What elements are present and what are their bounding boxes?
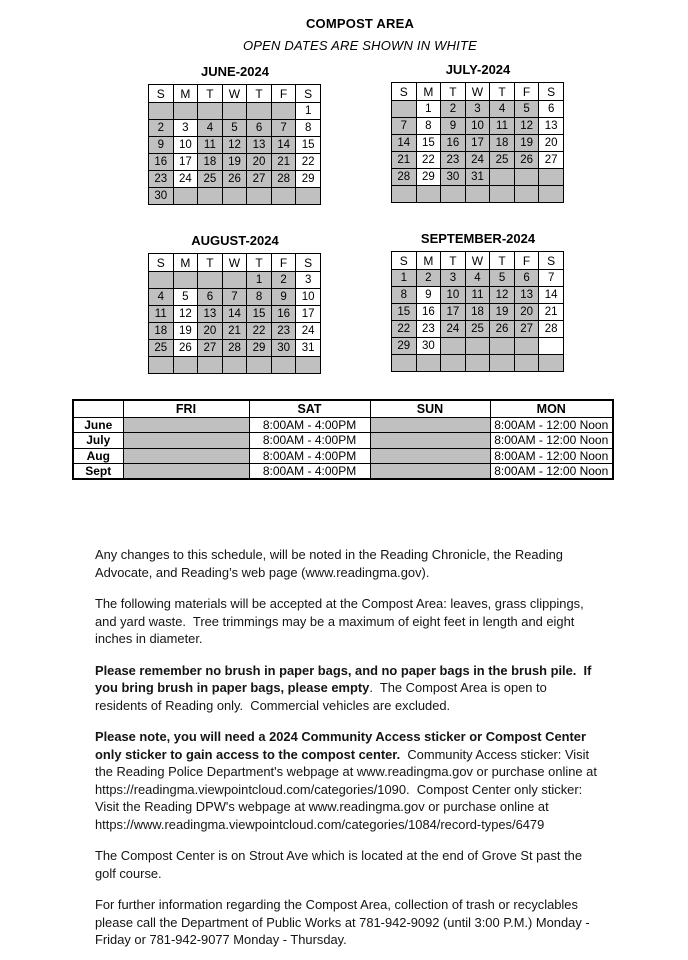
empty-day-cell xyxy=(296,357,321,374)
hours-corner-cell xyxy=(73,400,123,417)
closed-day-cell: 11 xyxy=(198,137,223,154)
day-of-week-header: T xyxy=(490,83,515,101)
open-hours-cell: 8:00AM - 12:00 Noon xyxy=(490,433,613,449)
closed-day-cell: 17 xyxy=(465,135,490,152)
empty-day-cell xyxy=(247,357,272,374)
closed-day-cell: 11 xyxy=(465,287,490,304)
calendar-week-row xyxy=(392,152,564,169)
closed-day-cell: 12 xyxy=(222,137,247,154)
closed-day-cell: 11 xyxy=(149,306,174,323)
closed-day-cell: 25 xyxy=(490,152,515,169)
day-of-week-header: W xyxy=(222,85,247,103)
hours-month-row xyxy=(73,464,613,480)
closed-day-cell: 31 xyxy=(465,169,490,186)
closed-day-cell: 12 xyxy=(514,118,539,135)
note-paragraph xyxy=(95,546,600,581)
hours-month-label: July xyxy=(73,433,123,449)
calendar-week-row xyxy=(149,289,321,306)
calendar-week-row xyxy=(392,169,564,186)
day-of-week-header: S xyxy=(392,252,417,270)
open-hours-cell: 8:00AM - 4:00PM xyxy=(249,433,370,449)
hours-day-header: SAT xyxy=(249,400,370,417)
closed-day-cell: 20 xyxy=(514,304,539,321)
calendar-week-row xyxy=(149,357,321,374)
empty-day-cell xyxy=(173,103,198,120)
closed-day-cell: 29 xyxy=(247,340,272,357)
day-of-week-header: S xyxy=(296,85,321,103)
calendar-week-row xyxy=(392,338,564,355)
note-paragraph xyxy=(95,847,600,882)
calendar-title-august: AUGUST-2024 xyxy=(191,233,279,248)
day-of-week-header: F xyxy=(514,252,539,270)
closed-day-cell: 1 xyxy=(247,272,272,289)
calendar-week-row xyxy=(149,272,321,289)
empty-day-cell xyxy=(222,103,247,120)
calendar-week-row xyxy=(392,186,564,203)
empty-day-cell xyxy=(247,188,272,205)
calendar-week-row xyxy=(149,188,321,205)
closed-day-cell: 25 xyxy=(198,171,223,188)
open-day-cell: 3 xyxy=(173,120,198,137)
empty-day-cell xyxy=(392,355,417,372)
closed-day-cell: 4 xyxy=(490,101,515,118)
closed-day-cell: 3 xyxy=(441,270,466,287)
closed-day-cell: 8 xyxy=(392,287,417,304)
calendar-week-row xyxy=(149,154,321,171)
closed-day-cell: 29 xyxy=(392,338,417,355)
open-day-cell: 10 xyxy=(296,289,321,306)
closed-day-cell: 18 xyxy=(198,154,223,171)
hours-day-header: FRI xyxy=(123,400,249,417)
closed-day-cell: 27 xyxy=(247,171,272,188)
calendar-week-row xyxy=(392,101,564,118)
calendar-title-june: JUNE-2024 xyxy=(201,64,269,79)
hours-table xyxy=(72,399,614,480)
closed-day-cell: 25 xyxy=(465,321,490,338)
open-day-cell: 17 xyxy=(173,154,198,171)
day-of-week-header: S xyxy=(149,254,174,272)
notes-section xyxy=(95,546,600,960)
closed-day-cell: 2 xyxy=(416,270,441,287)
closed-day-cell: 4 xyxy=(465,270,490,287)
open-day-cell: 29 xyxy=(296,171,321,188)
closed-day-cell: 30 xyxy=(149,188,174,205)
day-of-week-header: S xyxy=(539,83,564,101)
empty-day-cell xyxy=(392,186,417,203)
closed-hours-cell xyxy=(123,464,249,480)
open-day-cell: 28 xyxy=(539,321,564,338)
empty-day-cell xyxy=(296,188,321,205)
empty-day-cell xyxy=(514,169,539,186)
day-of-week-header: M xyxy=(173,254,198,272)
open-day-cell: 10 xyxy=(173,137,198,154)
calendar-week-row xyxy=(149,306,321,323)
empty-day-cell xyxy=(173,272,198,289)
note-paragraph xyxy=(95,662,600,715)
closed-day-cell: 13 xyxy=(198,306,223,323)
calendar-week-row xyxy=(149,120,321,137)
empty-day-cell xyxy=(416,186,441,203)
closed-day-cell: 11 xyxy=(490,118,515,135)
calendar-week-row xyxy=(149,137,321,154)
day-of-week-header: M xyxy=(416,252,441,270)
closed-day-cell: 19 xyxy=(222,154,247,171)
empty-day-cell xyxy=(441,355,466,372)
open-day-cell: 3 xyxy=(296,272,321,289)
closed-day-cell: 16 xyxy=(271,306,296,323)
closed-hours-cell xyxy=(370,464,490,480)
closed-day-cell: 18 xyxy=(149,323,174,340)
empty-day-cell xyxy=(441,338,466,355)
open-day-cell: 19 xyxy=(173,323,198,340)
open-day-cell: 23 xyxy=(416,321,441,338)
empty-day-cell xyxy=(198,103,223,120)
open-day-cell: 16 xyxy=(416,304,441,321)
calendar-week-row xyxy=(392,287,564,304)
page-title: COMPOST AREA xyxy=(305,16,415,31)
open-day-cell: 1 xyxy=(416,101,441,118)
note-paragraph xyxy=(95,595,600,648)
day-of-week-header: F xyxy=(514,83,539,101)
hours-month-row xyxy=(73,448,613,464)
closed-day-cell: 18 xyxy=(465,304,490,321)
empty-day-cell xyxy=(198,357,223,374)
closed-day-cell: 16 xyxy=(149,154,174,171)
closed-day-cell: 13 xyxy=(514,287,539,304)
closed-day-cell: 14 xyxy=(392,135,417,152)
empty-day-cell xyxy=(271,103,296,120)
open-day-cell: 15 xyxy=(416,135,441,152)
calendar-title-july: JULY-2024 xyxy=(445,62,511,77)
open-hours-cell: 8:00AM - 12:00 Noon xyxy=(490,464,613,480)
closed-day-cell: 10 xyxy=(465,118,490,135)
closed-hours-cell xyxy=(370,433,490,449)
closed-day-cell: 4 xyxy=(149,289,174,306)
empty-day-cell xyxy=(149,272,174,289)
closed-day-cell: 19 xyxy=(514,135,539,152)
closed-day-cell: 2 xyxy=(441,101,466,118)
note-paragraph xyxy=(95,728,600,833)
closed-day-cell: 14 xyxy=(222,306,247,323)
note-text: The Compost Center is on Strout Ave which is located at the end of Grove St past the golf course. xyxy=(95,848,586,881)
empty-day-cell xyxy=(539,338,564,355)
open-day-cell: 5 xyxy=(173,289,198,306)
open-day-cell: 13 xyxy=(539,118,564,135)
empty-day-cell xyxy=(539,169,564,186)
open-day-cell: 9 xyxy=(416,287,441,304)
closed-day-cell: 7 xyxy=(392,118,417,135)
calendar-grid-june xyxy=(148,84,321,205)
closed-day-cell: 26 xyxy=(222,171,247,188)
note-text: The following materials will be accepted at the Compost Area: leaves, grass clippings, and yard waste. Tree trimmings may be a maximum of eight feet in length and eight inches in diameter. xyxy=(95,596,588,646)
empty-day-cell xyxy=(271,188,296,205)
empty-day-cell xyxy=(465,355,490,372)
closed-day-cell: 5 xyxy=(490,270,515,287)
closed-day-cell: 15 xyxy=(247,306,272,323)
empty-day-cell xyxy=(271,357,296,374)
empty-day-cell xyxy=(490,355,515,372)
calendar-grid-september xyxy=(391,251,564,372)
closed-day-cell: 21 xyxy=(271,154,296,171)
calendar-grid-august xyxy=(148,253,321,374)
open-hours-cell: 8:00AM - 4:00PM xyxy=(249,448,370,464)
hours-day-header: SUN xyxy=(370,400,490,417)
closed-hours-cell xyxy=(123,417,249,433)
empty-day-cell xyxy=(198,272,223,289)
empty-day-cell xyxy=(149,103,174,120)
closed-day-cell: 2 xyxy=(149,120,174,137)
day-of-week-header: T xyxy=(490,252,515,270)
closed-day-cell: 6 xyxy=(247,120,272,137)
empty-day-cell xyxy=(149,357,174,374)
calendar-title-september: SEPTEMBER-2024 xyxy=(420,231,536,246)
closed-hours-cell xyxy=(370,417,490,433)
open-day-cell: 12 xyxy=(173,306,198,323)
open-day-cell: 27 xyxy=(539,152,564,169)
closed-day-cell: 7 xyxy=(222,289,247,306)
closed-day-cell: 27 xyxy=(198,340,223,357)
note-paragraph xyxy=(95,896,600,949)
day-of-week-header: M xyxy=(173,85,198,103)
empty-day-cell xyxy=(441,186,466,203)
calendar-grid-july xyxy=(391,82,564,203)
note-text-bold: Please remember no brush in paper bags, and no paper bags in the brush pile. If you bring brush in paper bags, please empty xyxy=(95,662,595,695)
closed-day-cell: 20 xyxy=(198,323,223,340)
note-text: Any changes to this schedule, will be noted in the Reading Chronicle, the Reading Advocate, and Reading’s web page (www.readingma.gov). xyxy=(95,547,566,580)
calendar-week-row xyxy=(392,355,564,372)
closed-day-cell: 12 xyxy=(490,287,515,304)
closed-day-cell: 18 xyxy=(490,135,515,152)
empty-day-cell xyxy=(514,355,539,372)
day-of-week-header: F xyxy=(271,85,296,103)
empty-day-cell xyxy=(222,357,247,374)
hours-month-label: Sept xyxy=(73,464,123,480)
open-day-cell: 17 xyxy=(296,306,321,323)
hours-month-label: June xyxy=(73,417,123,433)
closed-hours-cell xyxy=(123,448,249,464)
closed-day-cell: 3 xyxy=(465,101,490,118)
closed-hours-cell xyxy=(370,448,490,464)
empty-day-cell xyxy=(539,186,564,203)
calendar-september xyxy=(391,231,565,372)
day-of-week-header: T xyxy=(441,83,466,101)
open-day-cell: 7 xyxy=(539,270,564,287)
closed-day-cell: 22 xyxy=(247,323,272,340)
closed-day-cell: 6 xyxy=(514,270,539,287)
empty-day-cell xyxy=(490,338,515,355)
empty-day-cell xyxy=(247,103,272,120)
closed-day-cell: 13 xyxy=(247,137,272,154)
closed-day-cell: 23 xyxy=(149,171,174,188)
page-header xyxy=(32,16,688,53)
closed-day-cell: 6 xyxy=(198,289,223,306)
open-day-cell: 24 xyxy=(173,171,198,188)
closed-day-cell: 9 xyxy=(149,137,174,154)
day-of-week-header: S xyxy=(539,252,564,270)
closed-day-cell: 4 xyxy=(198,120,223,137)
open-day-cell: 24 xyxy=(296,323,321,340)
open-day-cell: 6 xyxy=(539,101,564,118)
hours-day-header: MON xyxy=(490,400,613,417)
closed-day-cell: 21 xyxy=(392,152,417,169)
empty-day-cell xyxy=(416,355,441,372)
day-of-week-header: T xyxy=(247,85,272,103)
empty-day-cell xyxy=(465,186,490,203)
closed-day-cell: 2 xyxy=(271,272,296,289)
open-hours-cell: 8:00AM - 4:00PM xyxy=(249,417,370,433)
closed-day-cell: 21 xyxy=(222,323,247,340)
day-header-row xyxy=(149,85,321,103)
closed-day-cell: 15 xyxy=(392,304,417,321)
empty-day-cell xyxy=(539,355,564,372)
calendar-week-row xyxy=(149,340,321,357)
closed-day-cell: 7 xyxy=(271,120,296,137)
closed-day-cell: 1 xyxy=(392,270,417,287)
page-subtitle: OPEN DATES ARE SHOWN IN WHITE xyxy=(242,38,478,53)
calendar-week-row xyxy=(392,135,564,152)
open-hours-cell: 8:00AM - 12:00 Noon xyxy=(490,417,613,433)
closed-day-cell: 5 xyxy=(514,101,539,118)
day-of-week-header: W xyxy=(465,252,490,270)
day-header-row xyxy=(149,254,321,272)
calendar-week-row xyxy=(392,270,564,287)
calendar-july xyxy=(391,62,565,203)
closed-day-cell: 20 xyxy=(247,154,272,171)
closed-day-cell: 5 xyxy=(222,120,247,137)
day-of-week-header: T xyxy=(247,254,272,272)
closed-day-cell: 28 xyxy=(392,169,417,186)
closed-day-cell: 28 xyxy=(271,171,296,188)
calendar-week-row xyxy=(149,171,321,188)
open-day-cell: 22 xyxy=(296,154,321,171)
day-of-week-header: T xyxy=(441,252,466,270)
closed-day-cell: 19 xyxy=(490,304,515,321)
closed-day-cell: 23 xyxy=(271,323,296,340)
closed-day-cell: 22 xyxy=(392,321,417,338)
open-day-cell: 21 xyxy=(539,304,564,321)
closed-day-cell: 27 xyxy=(514,321,539,338)
day-of-week-header: W xyxy=(222,254,247,272)
empty-day-cell xyxy=(222,188,247,205)
open-day-cell: 26 xyxy=(173,340,198,357)
open-day-cell: 14 xyxy=(539,287,564,304)
closed-day-cell: 10 xyxy=(441,287,466,304)
closed-day-cell: 30 xyxy=(271,340,296,357)
open-day-cell: 29 xyxy=(416,169,441,186)
calendar-week-row xyxy=(392,321,564,338)
open-day-cell: 22 xyxy=(416,152,441,169)
hours-header-row xyxy=(73,400,613,417)
hours-month-row xyxy=(73,417,613,433)
day-header-row xyxy=(392,83,564,101)
closed-day-cell: 16 xyxy=(441,135,466,152)
calendar-august xyxy=(148,233,322,374)
closed-day-cell: 8 xyxy=(247,289,272,306)
closed-day-cell: 14 xyxy=(271,137,296,154)
calendar-june xyxy=(148,64,322,205)
closed-day-cell: 30 xyxy=(441,169,466,186)
empty-day-cell xyxy=(173,357,198,374)
closed-day-cell: 25 xyxy=(149,340,174,357)
calendar-week-row xyxy=(149,323,321,340)
hours-month-row xyxy=(73,433,613,449)
hours-month-label: Aug xyxy=(73,448,123,464)
empty-day-cell xyxy=(465,338,490,355)
closed-day-cell: 26 xyxy=(490,321,515,338)
day-of-week-header: T xyxy=(198,254,223,272)
day-of-week-header: W xyxy=(465,83,490,101)
closed-day-cell: 26 xyxy=(514,152,539,169)
closed-day-cell: 24 xyxy=(441,321,466,338)
empty-day-cell xyxy=(198,188,223,205)
day-of-week-header: S xyxy=(149,85,174,103)
day-of-week-header: F xyxy=(271,254,296,272)
closed-day-cell: 17 xyxy=(441,304,466,321)
open-day-cell: 8 xyxy=(416,118,441,135)
closed-hours-cell xyxy=(123,433,249,449)
empty-day-cell xyxy=(222,272,247,289)
empty-day-cell xyxy=(490,186,515,203)
empty-day-cell xyxy=(514,186,539,203)
open-day-cell: 15 xyxy=(296,137,321,154)
empty-day-cell xyxy=(514,338,539,355)
open-day-cell: 20 xyxy=(539,135,564,152)
closed-day-cell: 9 xyxy=(271,289,296,306)
open-day-cell: 8 xyxy=(296,120,321,137)
closed-day-cell: 23 xyxy=(441,152,466,169)
day-of-week-header: T xyxy=(198,85,223,103)
day-of-week-header: S xyxy=(392,83,417,101)
calendar-week-row xyxy=(392,304,564,321)
open-day-cell: 1 xyxy=(296,103,321,120)
empty-day-cell xyxy=(490,169,515,186)
calendar-week-row xyxy=(149,103,321,120)
open-hours-cell: 8:00AM - 4:00PM xyxy=(249,464,370,480)
empty-day-cell xyxy=(392,101,417,118)
open-day-cell: 30 xyxy=(416,338,441,355)
closed-day-cell: 28 xyxy=(222,340,247,357)
day-of-week-header: M xyxy=(416,83,441,101)
calendar-week-row xyxy=(392,118,564,135)
open-hours-cell: 8:00AM - 12:00 Noon xyxy=(490,448,613,464)
note-text: Community Access sticker: Visit the Reading Police Department's webpage at www.readingma.gov or purchase online at https://readingma.viewpointcloud.com/categories/1090. Compost Center only sticker: Visit the Reading DPW's webpage at www.readingma.gov or purchase online at https://www.readingma.viewpointcloud.com/categories/1084/record-types/6479 xyxy=(95,746,601,832)
closed-day-cell: 24 xyxy=(465,152,490,169)
note-text: For further information regarding the Compost Area, collection of trash or recyclables please call the Department of Public Works at 781-942-9092 (until 3:00 P.M.) Monday - Friday or 781-942-9077 Monday - Thursday. xyxy=(95,897,594,947)
day-of-week-header: S xyxy=(296,254,321,272)
day-header-row xyxy=(392,252,564,270)
note-text-bold: Please note, you will need a 2024 Community Access sticker or Compost Center only sticker to gain access to the compost center. xyxy=(95,729,590,762)
note-text: . The Compost Area is open to residents of Reading only. Commercial vehicles are excluded. xyxy=(95,680,551,713)
empty-day-cell xyxy=(173,188,198,205)
closed-day-cell: 9 xyxy=(441,118,466,135)
open-day-cell: 31 xyxy=(296,340,321,357)
